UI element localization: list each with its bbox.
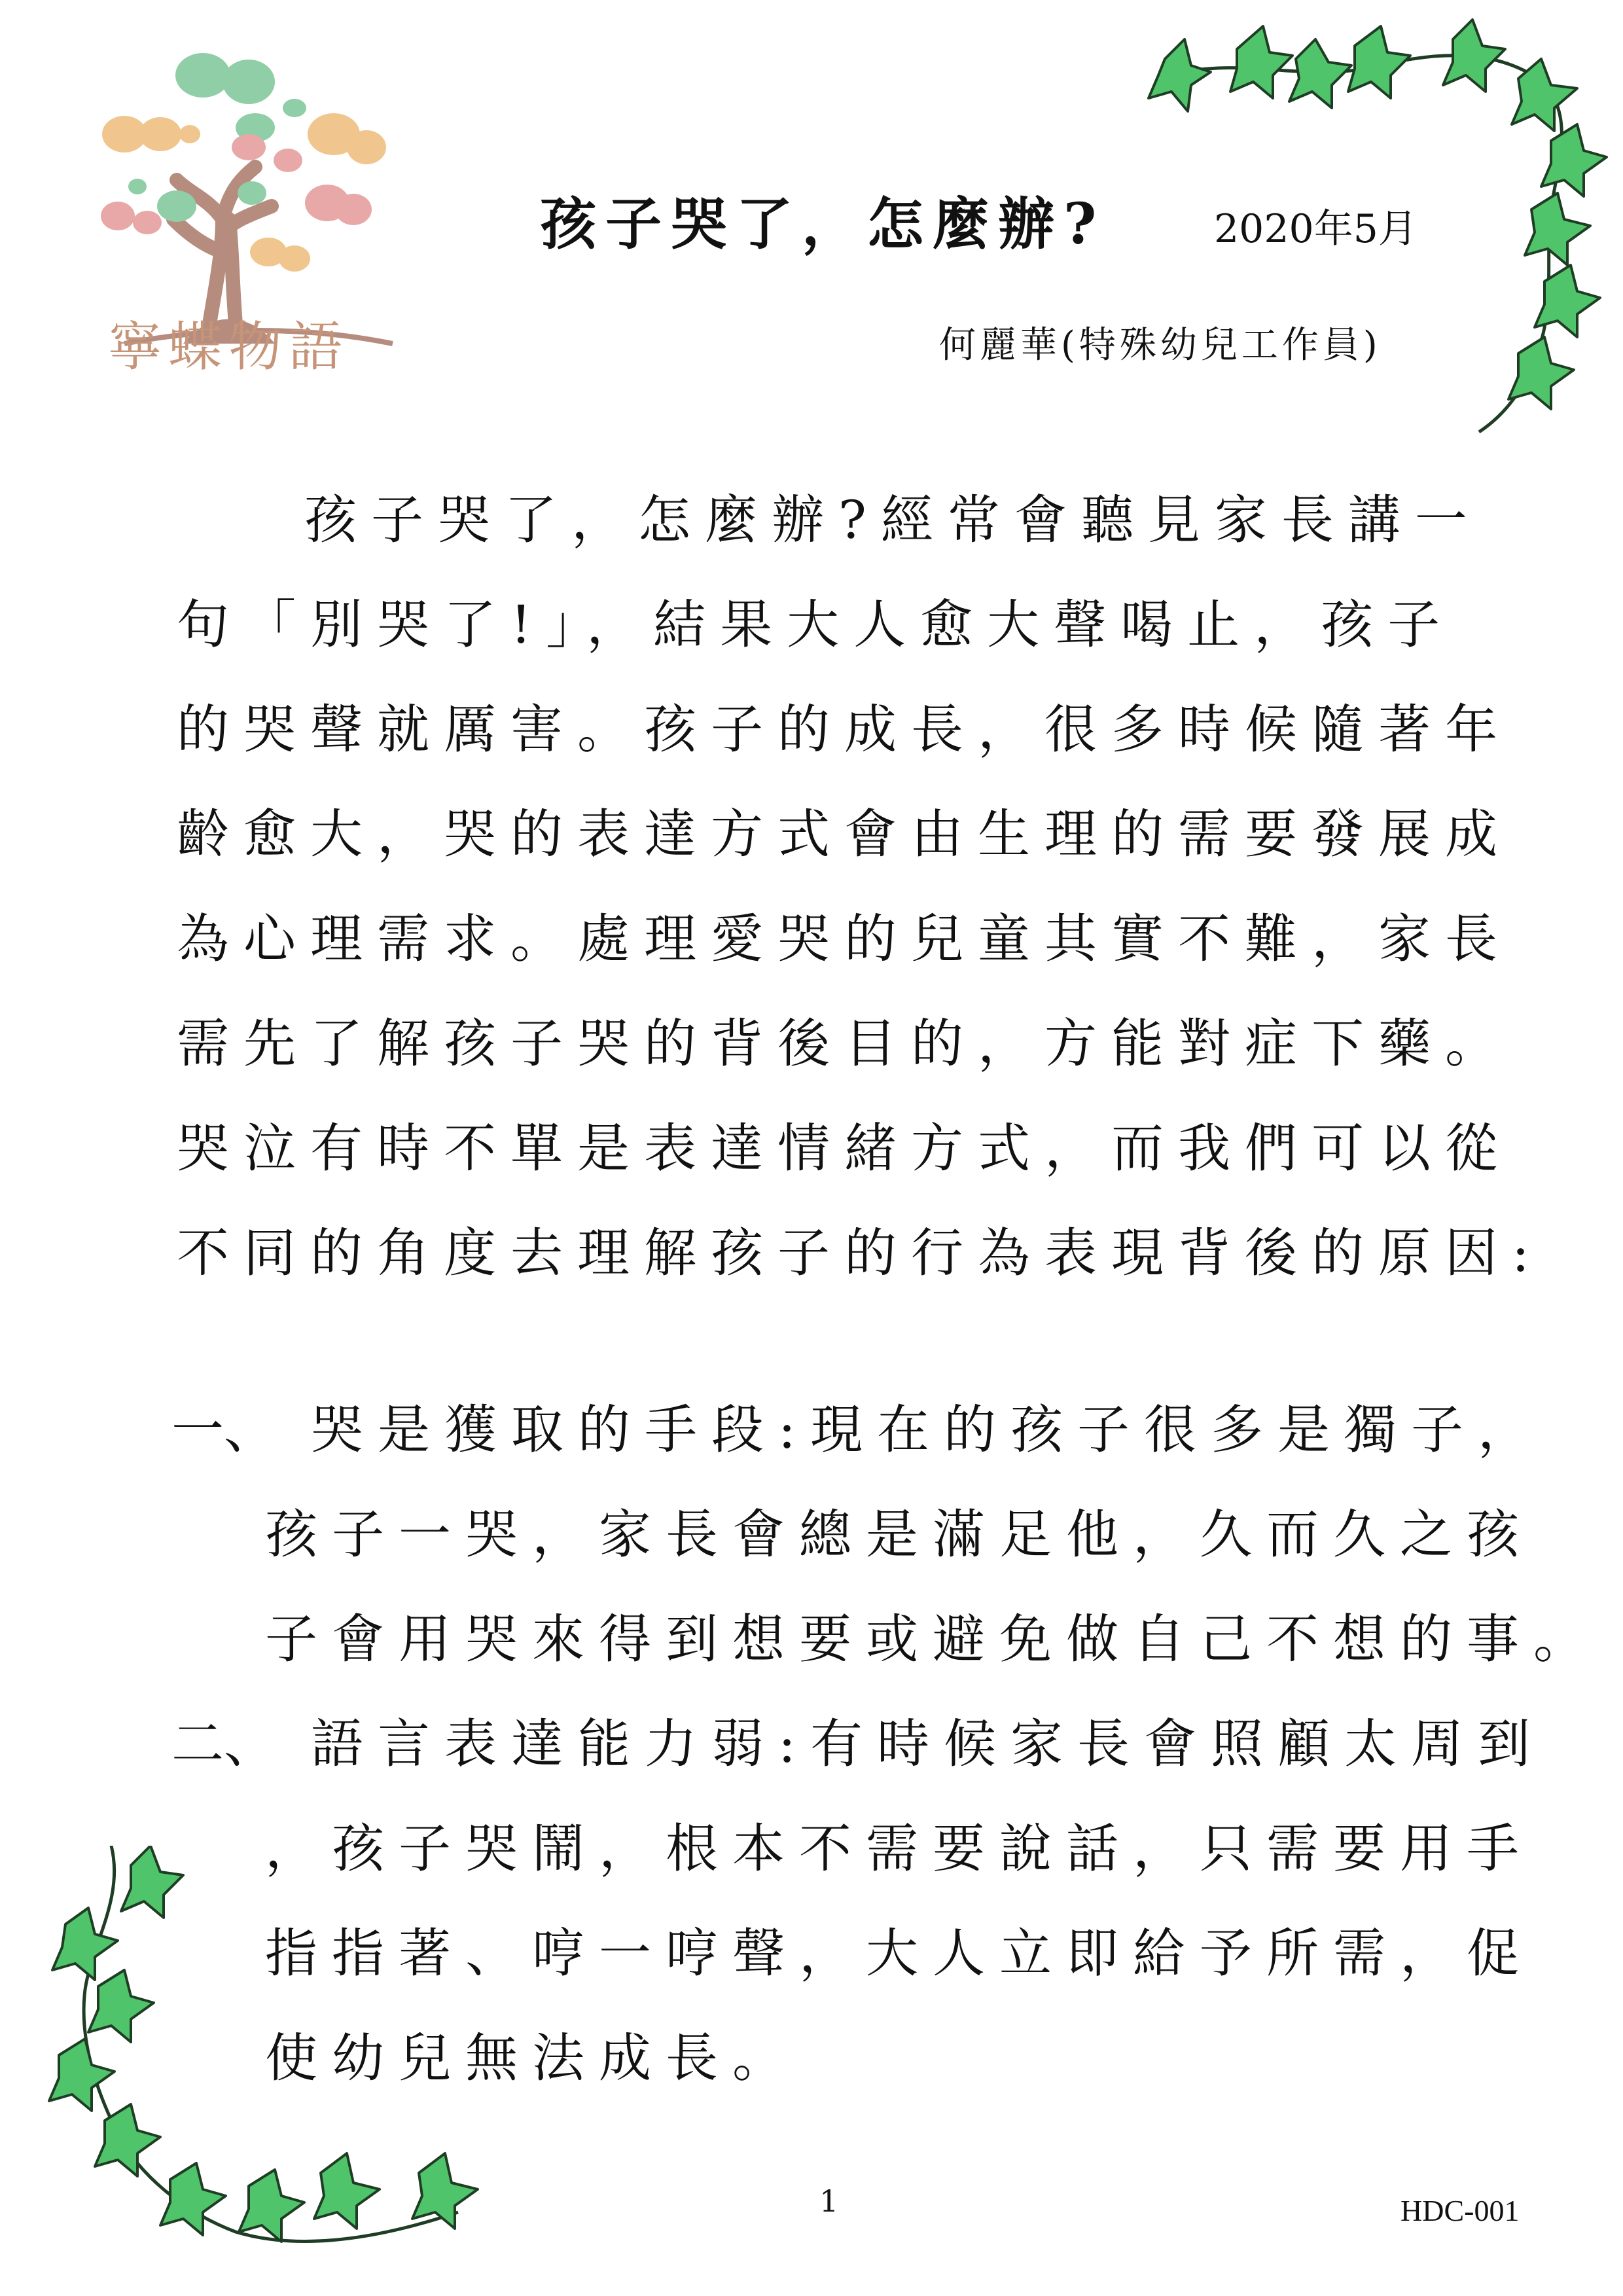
- article-title: 孩子哭了，怎麼辦?: [540, 191, 1106, 257]
- publish-date: 2020年5月: [1214, 206, 1418, 252]
- paragraph-line: 的哭聲就厲害。孩子的成長，很多時候隨著年: [177, 699, 1512, 760]
- list-item-line: 語言表達能力弱:有時候家長會照顧太周到: [311, 1713, 1544, 1774]
- paragraph-line: 為心理需求。處理愛哭的兒童其實不難，家長: [177, 908, 1512, 969]
- paragraph-line: 孩子哭了，怎麼辦?經常會聽見家長講一: [304, 490, 1482, 550]
- document-code: HDC-001: [1400, 2194, 1520, 2227]
- paragraph-line: 哭泣有時不單是表達情緒方式，而我們可以從: [177, 1118, 1512, 1179]
- list-item-line: 孩子一哭，家長會總是滿足他，久而久之孩: [265, 1504, 1533, 1565]
- list-marker: 二、: [171, 1713, 276, 1774]
- paragraph-line: 需先了解孩子哭的背後目的，方能對症下藥。: [177, 1013, 1512, 1074]
- list-item-line: ，孩子哭鬧，根本不需要說話，只需要用手: [265, 1818, 1533, 1879]
- paragraph-line: 齡愈大，哭的表達方式會由生理的需要發展成: [177, 804, 1512, 865]
- author-byline: 何麗華(特殊幼兒工作員): [939, 324, 1382, 367]
- list-item-line: 子會用哭來得到想要或避免做自己不想的事。: [265, 1609, 1600, 1670]
- paragraph-line: 句「別哭了!」，結果大人愈大聲喝止，孩子: [177, 594, 1455, 655]
- list-item-line: 指指著、哼一哼聲，大人立即給予所需，促: [265, 1923, 1533, 1984]
- page-number: 1: [819, 2183, 839, 2219]
- list-marker: 一、: [171, 1399, 276, 1460]
- list-item-line: 哭是獲取的手段:現在的孩子很多是獨子，: [311, 1399, 1544, 1460]
- logo-text: 寧蝶物語: [108, 316, 349, 378]
- paragraph-line: 不同的角度去理解孩子的行為表現背後的原因:: [177, 1223, 1544, 1283]
- list-item-line: 使幼兒無法成長。: [265, 2028, 799, 2089]
